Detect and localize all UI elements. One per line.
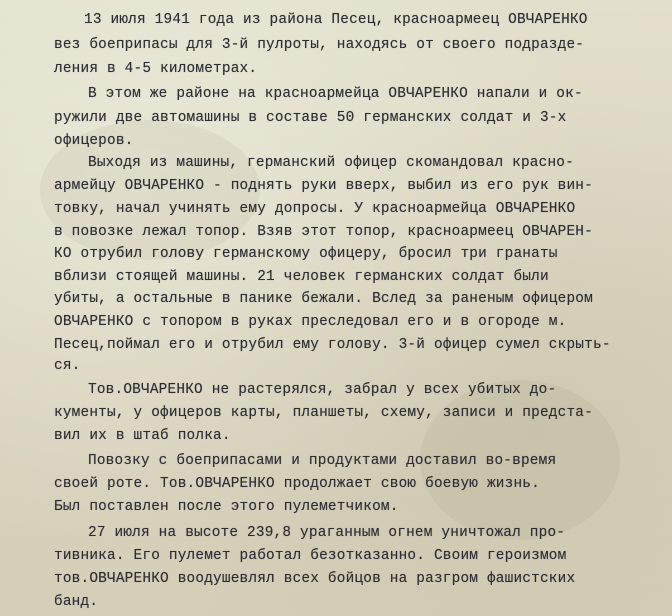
text-line: ОВЧАРЕНКО с топором в руках преследовал его и в огороде м. [54,314,567,330]
text-line: товку, начал учинять ему допросы. У красноармейца ОВЧАРЕНКО [54,201,576,217]
text-line: Тов.ОВЧАРЕНКО не растерялся, забрал у всех убитых до- [88,382,557,398]
text-line: Выходя из машины, германский офицер скомандовал красно- [88,155,574,171]
text-line: убиты, а остальные в панике бежали. Вслед за раненым офицером [54,291,593,307]
text-line: ружили две автомашины в составе 50 германских солдат и 3-х [54,110,567,126]
text-line: Песец,поймал его и отрубил ему голову. 3-й офицер сумел скрыть- [54,337,611,353]
text-line: 13 июля 1941 года из района Песец, красноармеец ОВЧАРЕНКО [84,12,588,28]
text-line: Повозку с боеприпасами и продуктами доставил во-время [88,453,557,469]
text-line: тивника. Его пулемет работал безотказанно. Своим героизмом [54,548,567,564]
text-line: КО отрубил голову германскому офицеру, бросил три гранаты [54,246,558,262]
text-line: вез боеприпасы для 3-й пулроты, находясь от своего подразде- [54,37,585,53]
text-line: вблизи стоящей машины. 21 человек германских солдат были [54,269,549,285]
text-line: армейцу ОВЧАРЕНКО - поднять руки вверх, выбил из его рук вин- [54,178,593,194]
text-line: 27 июля на высоте 239,8 ураганным огнем уничтожал про- [88,525,566,541]
text-line: кументы, у офицеров карты, планшеты, схему, записи и предста- [54,405,593,421]
text-line: офицеров. [54,133,134,149]
text-line: вил их в штаб полка. [54,428,231,444]
text-line: ления в 4-5 километрах. [54,61,258,77]
text-line: в повозке лежал топор. Взяв этот топор, красноармеец ОВЧАРЕН- [54,224,593,240]
text-line: своей роте. Тов.ОВЧАРЕНКО продолжает свою боевую жизнь. [54,476,540,492]
text-line: тов.ОВЧАРЕНКО воодушевлял всех бойцов на разгром фашистских [54,571,576,587]
text-line: В этом же районе на красноармейца ОВЧАРЕНКО напали и ок- [88,86,583,102]
text-line: Был поставлен после этого пулеметчиком. [54,499,399,515]
text-line: банд. [54,594,99,610]
text-line: ся. [54,358,81,374]
